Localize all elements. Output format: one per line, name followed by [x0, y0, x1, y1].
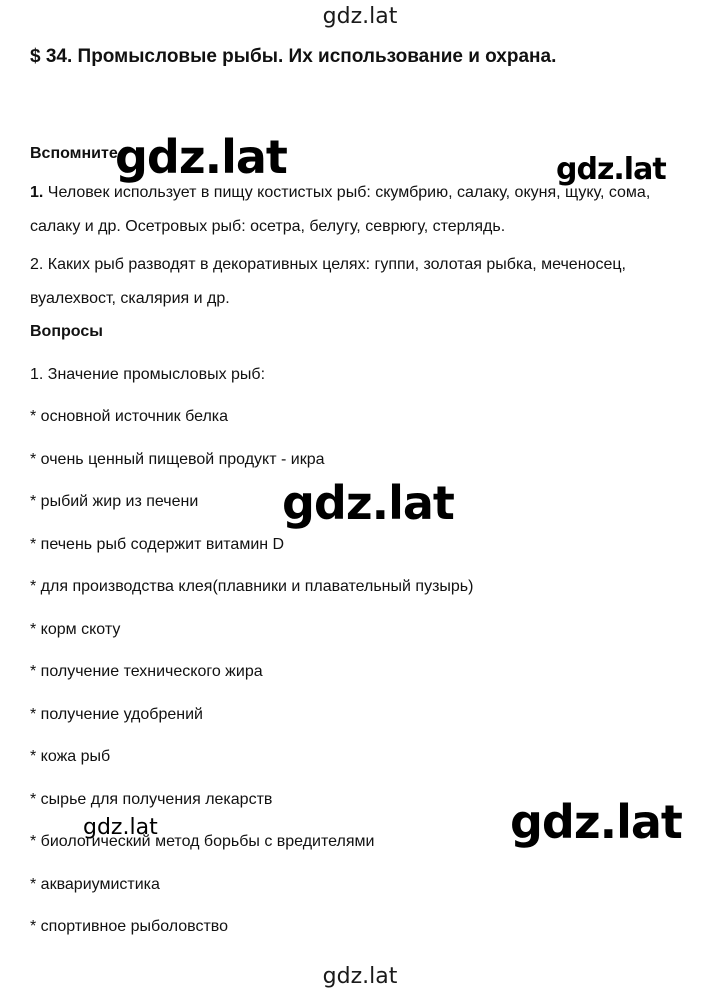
answer-text: Человек использует в пищу костистых рыб: скумбрию, салаку, окуня, щуку, сома, салаку и др. Осетровых рыб: осетра, белугу, севрюгу, стерлядь.	[30, 184, 651, 235]
watermark-overlay: gdz.lat	[115, 130, 287, 184]
list-item: * получение удобрений	[30, 706, 203, 723]
list-item: * спортивное рыболовство	[30, 918, 229, 935]
answer-number: 1.	[30, 184, 44, 201]
list-item: * сырье для получения лекарств	[30, 791, 273, 808]
watermark-overlay: gdz.lat	[282, 476, 454, 530]
list-item: * очень ценный пищевой продукт - икра	[30, 451, 325, 468]
list-item: * рыбий жир из печени	[30, 493, 199, 510]
watermark-overlay: gdz.lat	[83, 815, 158, 840]
watermark-overlay: gdz.lat	[510, 795, 682, 849]
list-item: * основной источник белка	[30, 408, 229, 425]
section-heading-questions: Вопросы	[30, 323, 103, 340]
list-item: * кожа рыб	[30, 748, 111, 765]
recall-answer-2: 2. Каких рыб разводят в декоративных целях: гуппи, золотая рыбка, меченосец, вуалехвост, скалярия и др.	[30, 256, 626, 307]
list-item: * корм скоту	[30, 621, 121, 638]
section-heading-recall: Вспомните	[30, 145, 118, 162]
watermark-top: gdz.lat	[322, 4, 398, 29]
watermark-overlay: gdz.lat	[556, 152, 666, 187]
question-1: 1. Значение промысловых рыб:	[30, 366, 266, 383]
list-item: * печень рыб содержит витамин D	[30, 536, 285, 553]
list-item: * получение технического жира	[30, 663, 263, 680]
list-item: * биологический метод борьбы с вредителями	[30, 833, 375, 850]
list-item: * для производства клея(плавники и плавательный пузырь)	[30, 578, 474, 595]
watermark-bottom: gdz.lat	[322, 964, 398, 989]
page-title: $ 34. Промысловые рыбы. Их использование и охрана.	[30, 46, 557, 67]
list-item: * аквариумистика	[30, 876, 160, 893]
